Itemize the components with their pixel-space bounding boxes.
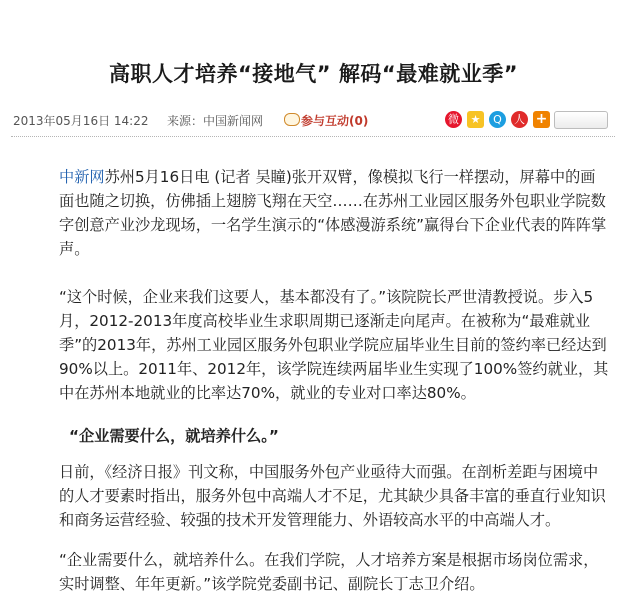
share-counter-button[interactable]: [554, 111, 608, 129]
comment-link[interactable]: [284, 112, 368, 129]
paragraph-1: [59, 165, 609, 261]
article-source: 来源：中国新闻网: [167, 114, 264, 128]
renren-share-icon[interactable]: 人: [511, 111, 528, 128]
comment-label: 参与互动(0): [301, 114, 369, 128]
paragraph-5: “企业需要什么，就培养什么。在我们学院，人才培养方案是根据市场岗位需求，实时调整、年年更新。”该学院党委副书记、副院长丁志卫介绍。: [59, 551, 599, 593]
paragraph-2: “这个时候，企业来我们这要人，基本都没有了。”该院院长严世清教授说。步入5月，2012-2013年度高校毕业生求职周期已逐渐走向尾声。在被称为“最难就业季”的2013年，苏州工业园区服务外包职业学院应届毕业生目前的签约率已经达到90%以上。2011年、2012年，该学院连续两届毕业生实现了100%签约就业，其中在苏州本地就业的比率达70%，就业的专业对口率达80%。: [59, 288, 609, 402]
comment-bubble-icon: [284, 113, 300, 126]
qzone-share-icon[interactable]: ★: [467, 111, 484, 128]
paragraph-4: 日前，《经济日报》刊文称，中国服务外包产业亟待大而强。在剖析差距与困境中的人才要素时指出，服务外包中高端人才不足，尤其缺少具备丰富的垂直行业知识和商务运营经验、较强的技术开发管理能力、外语较高水平的中高端人才。: [59, 463, 606, 529]
weibo-share-icon[interactable]: 微: [445, 111, 462, 128]
article-title: 高职人才培养“接地气” 解码“最难就业季”: [108, 62, 519, 86]
more-share-icon[interactable]: +: [533, 111, 550, 128]
article-meta: [13, 109, 613, 131]
paragraph-1-text: 苏州5月16日电 (记者 吴瞳)张开双臂，像模拟飞行一样摆动，屏幕中的画面也随之切换，仿佛插上翅膀飞翔在天空……在苏州工业园区服务外包职业学院数字创意产业沙龙现场，一名学生演示的“体感漫游系统”赢得台下企业代表的阵阵掌声。: [59, 168, 607, 258]
meta-divider: [11, 136, 615, 137]
paragraph-3-heading: “企业需要什么，就培养什么。”: [69, 427, 279, 445]
source-link[interactable]: 中新网: [59, 168, 105, 186]
tencent-weibo-share-icon[interactable]: Q: [489, 111, 506, 128]
publish-date: 2013年05月16日 14:22: [13, 114, 149, 128]
